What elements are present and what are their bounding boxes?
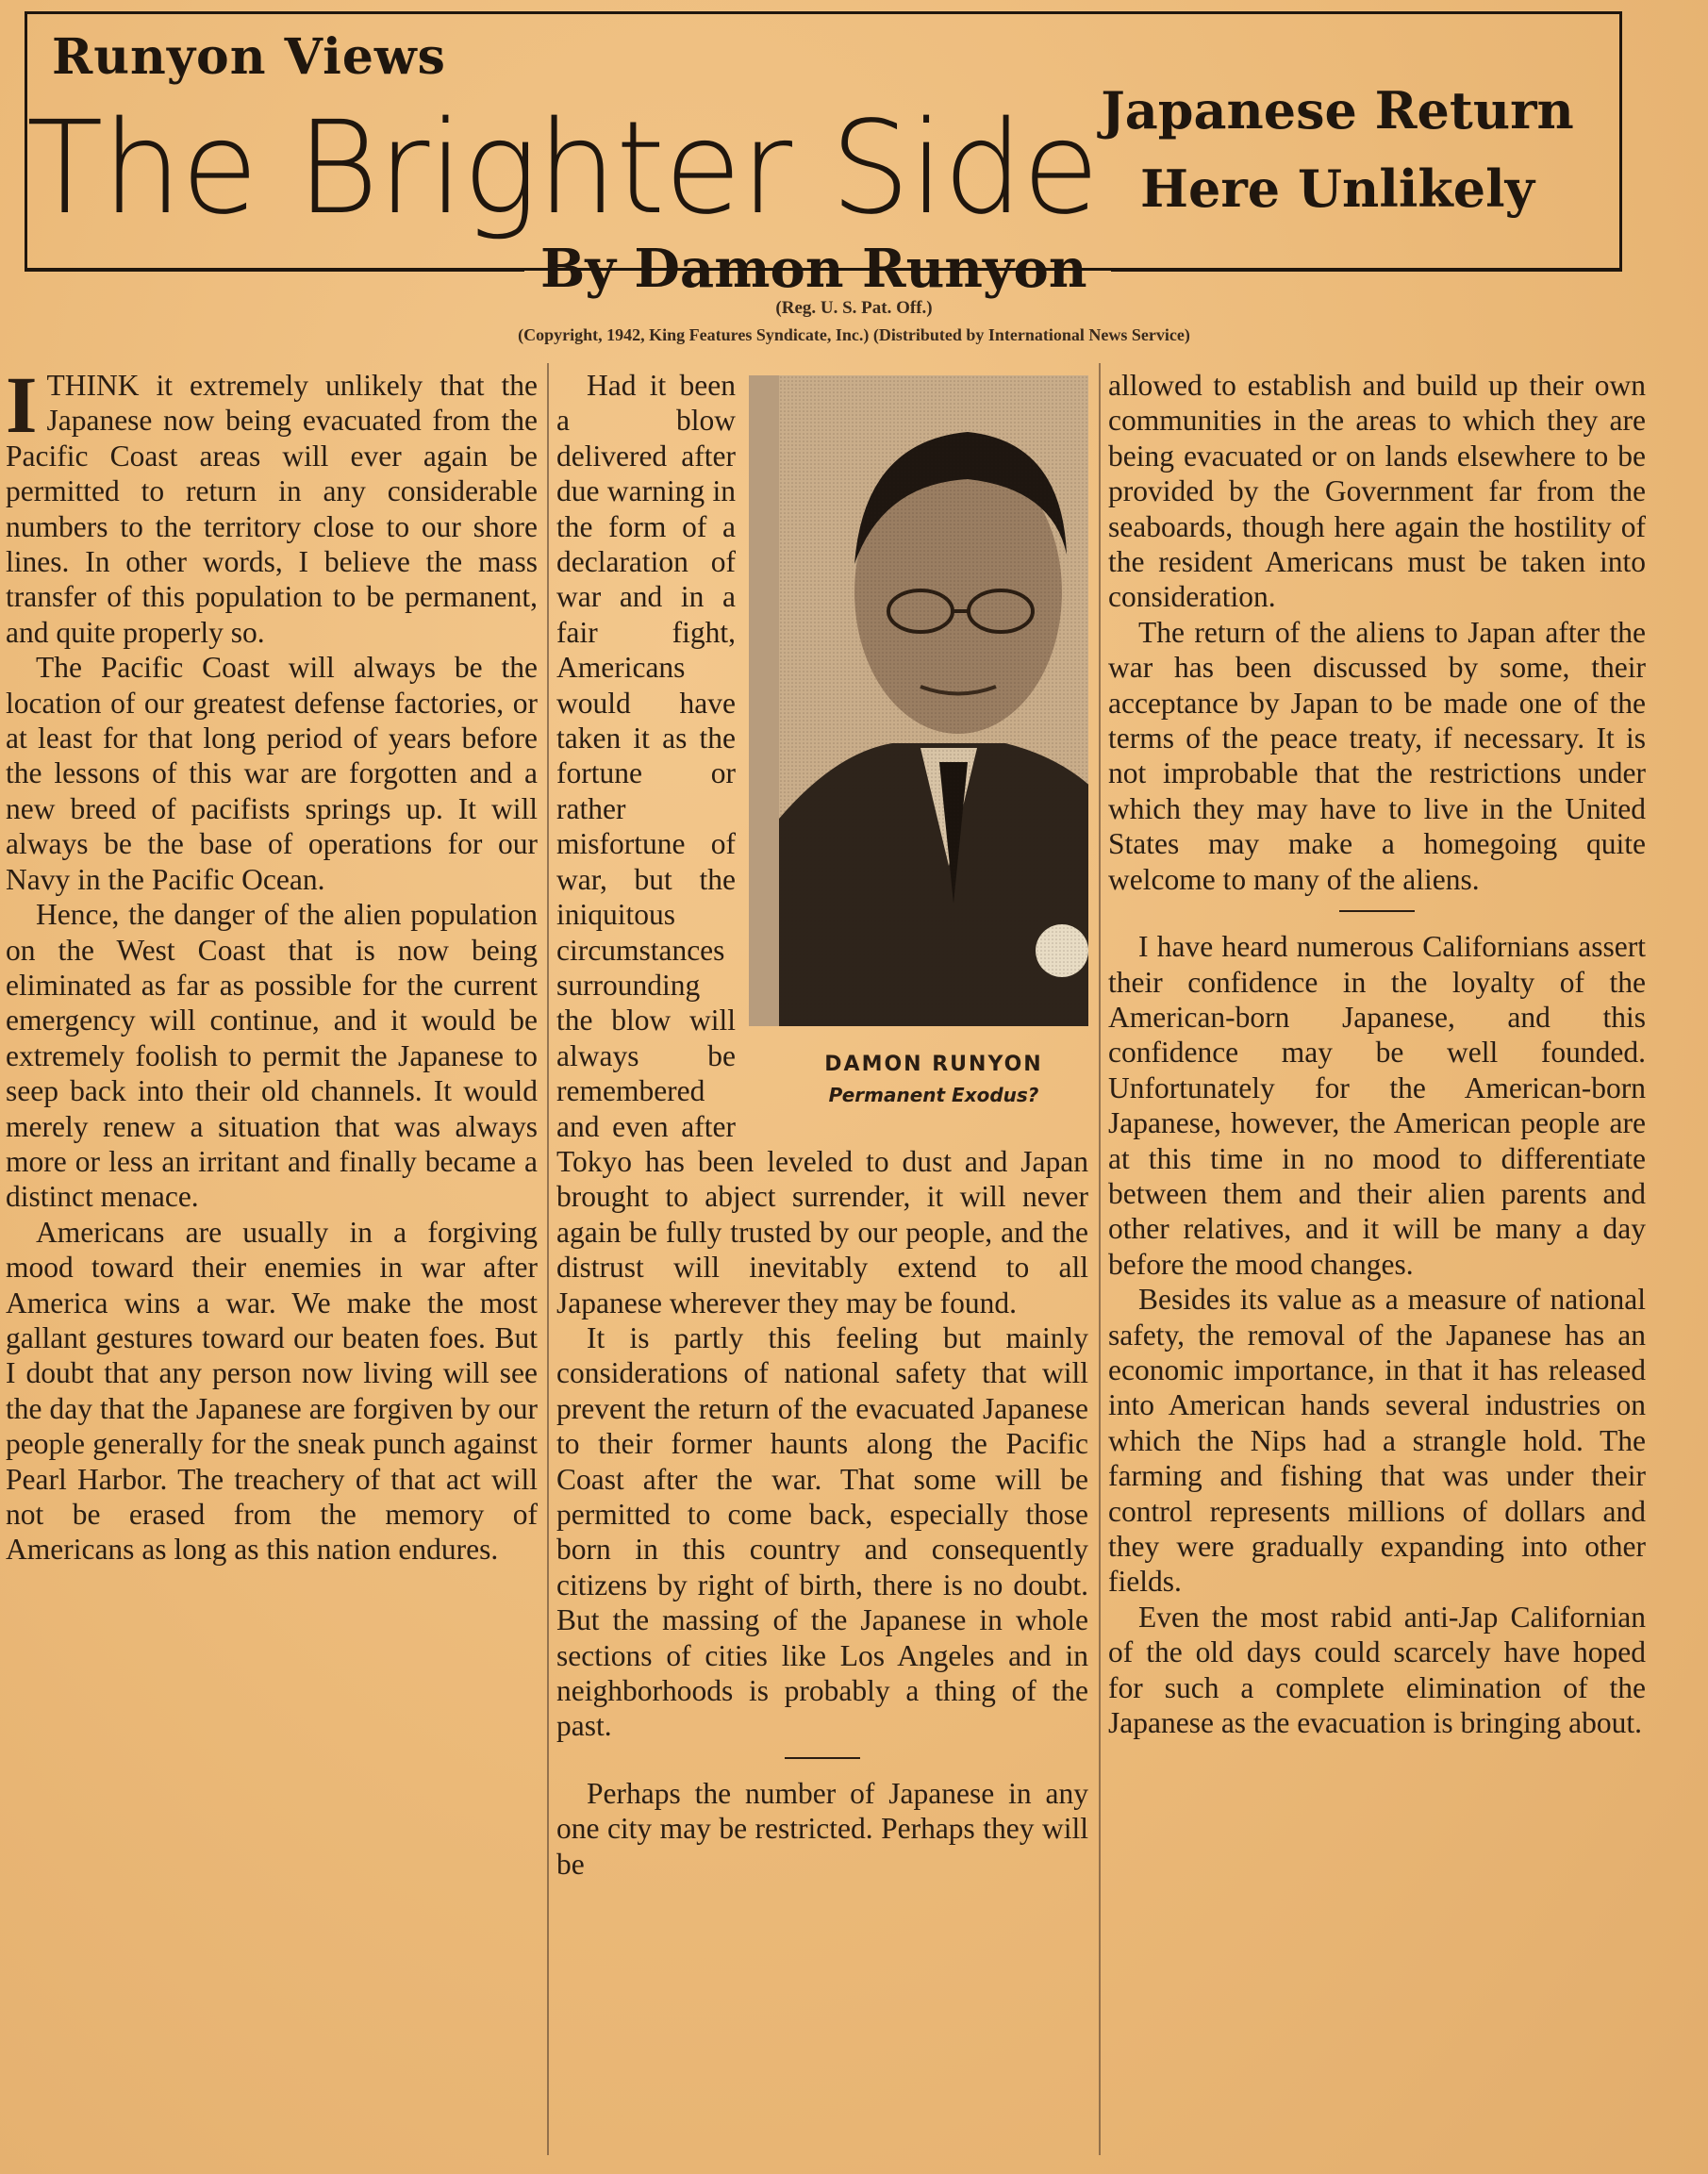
paragraph: Besides its value as a measure of national safety, the removal of the Japanese has an economic importance, in that it has released into American hands several industries on which the Nips had a strangle hold. The farming and fishing that was under their control represents millions of dollars and they were gradually expanding into other fields. bbox=[1108, 1283, 1646, 1599]
trademark-note: (Reg. U. S. Pat. Off.) bbox=[775, 298, 933, 318]
paragraph: Even the most rabid anti-Jap Californian of the old days could scarcely have hoped for such a complete elimination of the Japanese as the evacuation is bringing about. bbox=[1108, 1600, 1646, 1740]
byline: By Damon Runyon bbox=[540, 238, 1087, 300]
paragraph: It is partly this feeling but mainly considerations of national safety that will prevent the return of the evacuated Japanese to their former haunts along the Pacific Coast after the war. That some will be permitted to come back, especially those born in this country and consequently citizens by right of birth, there is no doubt. But the massing of the Japanese in whole sections of cities like Los Angeles and in neighborhoods is probably a thing of the past. bbox=[556, 1320, 1088, 1743]
paragraph: allowed to establish and build up their own communities in the areas to which they are being evacuated or on lands elsewhere to be provided by the Government far from the seaboards, though here again the hostility of the resident Americans must be taken into consideration. bbox=[1108, 369, 1646, 614]
paragraph: Hence, the danger of the alien population on the West Coast that is now being eliminated as far as possible for the current emergency will continue, and it would be extremely foolish to permit the Japanese to seep back into their old channels. It would merely renew a situation that was always more or less an irritant and finally became a distinct menace. bbox=[6, 898, 538, 1214]
article-column-2 bbox=[556, 368, 1088, 1882]
article-column-1 bbox=[6, 359, 538, 1568]
portrait-illustration bbox=[779, 375, 1088, 1026]
byline-rule-left bbox=[25, 269, 524, 272]
paragraph bbox=[556, 368, 1088, 1320]
paragraph: Perhaps the number of Japanese in any one city may be restricted. Perhaps they will be bbox=[556, 1776, 1088, 1881]
paragraph bbox=[6, 359, 538, 650]
column-rule-2 bbox=[1099, 363, 1101, 2155]
headline-line-2: Here Unlikely bbox=[1139, 158, 1535, 219]
portrait-figure bbox=[749, 375, 1088, 1107]
drop-cap: I bbox=[6, 359, 38, 450]
paragraph: The return of the aliens to Japan after the war has been discussed by some, their acceptance by Japan to be made one of the terms of the peace treaty, if necessary. It is not improbable that the restrictions under which they may have to live in the United States may make a homegoing quite welcome to many of the aliens. bbox=[1108, 615, 1646, 896]
paragraph-text: Had it been a blow delivered after due warning in the form of a declaration of war and in a fair fight, Americans would have taken it as the fortune or rather misfortune of war, but the iniquitous circumstances surrounding the blow will always be remembered and even after Tokyo has been leveled to dust and Japan brought to abject surrender, it will never again be fully trusted by our people, and the distrust will inevitably extend to all Japanese wherever they may be found. bbox=[556, 369, 1088, 1319]
paragraph: I have heard numerous Californians assert their confidence in the loyalty of the American-born Japanese, and this confidence may be well founded. Unfortunately for the American-born Japanese, however, the American people are at this time in no mood to differentiate between them and their alien parents and other relatives, and it will be many a day before the mood changes. bbox=[1108, 930, 1646, 1281]
column-rule-1 bbox=[547, 363, 549, 2155]
paragraph-text: THINK it extremely unlikely that the Japanese now being evacuated from the Pacific Coast areas will ever again be permitted to return in any considerable numbers to the territory close to our shore lines. In other words, I believe the mass transfer of this population to be permanent, and quite properly so. bbox=[6, 369, 538, 649]
photo-caption-name: DAMON RUNYON bbox=[824, 1053, 1043, 1076]
column-kicker: Runyon Views bbox=[52, 28, 446, 86]
copyright-note: (Copyright, 1942, King Features Syndicate, Inc.) (Distributed by International News Service) bbox=[518, 325, 1190, 344]
paragraph: The Pacific Coast will always be the location of our greatest defense factories, or at least for that long period of years before the lessons of this war are forgotten and a new breed of pacifists springs up. It will always be the base of operations for our Navy in the Pacific Ocean. bbox=[6, 651, 538, 896]
section-divider bbox=[785, 1757, 860, 1759]
column-title: The Brighter Side bbox=[26, 94, 1099, 243]
byline-rule-right bbox=[1111, 269, 1622, 272]
headline-line-1: Japanese Return bbox=[1101, 80, 1574, 141]
portrait-photo bbox=[749, 375, 1088, 1026]
photo-caption-subtitle: Permanent Exodus? bbox=[828, 1084, 1039, 1106]
article-column-3 bbox=[1108, 368, 1646, 1740]
paragraph: Americans are usually in a forgiving mood toward their enemies in war after America wins a war. We make the most gallant gestures toward our beaten foes. But I doubt that any person now living will see the day that the Japanese are forgiven by our people generally for the sneak punch against Pearl Harbor. The treachery of that act will not be erased from the memory of Americans as long as this nation endures. bbox=[6, 1215, 538, 1567]
section-divider bbox=[1339, 910, 1415, 912]
